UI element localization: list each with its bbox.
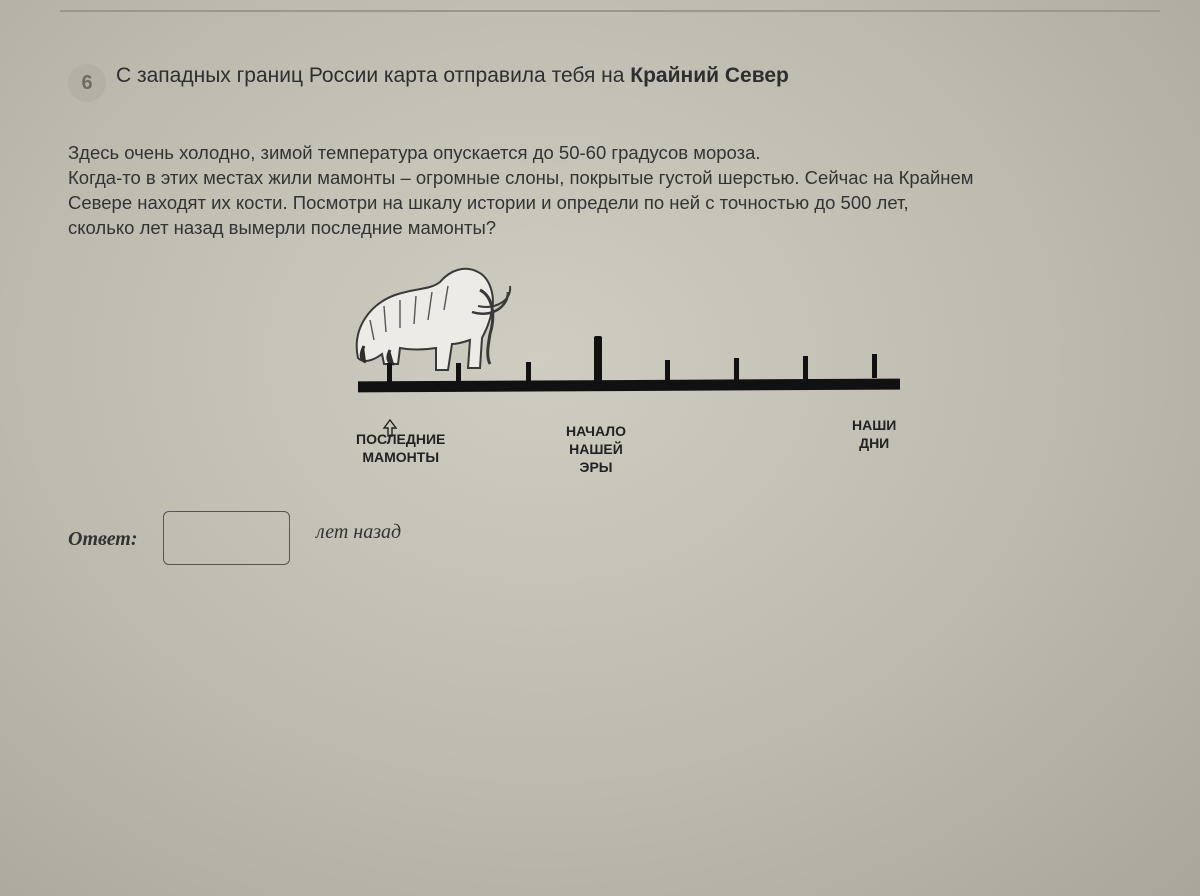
body-line: Здесь очень холодно, зимой температура опускается до 50-60 градусов мороза. (68, 142, 761, 163)
timeline-tick (665, 360, 670, 381)
timeline-tick (387, 363, 392, 383)
label-last-mammoths-line: МАМОНТЫ (362, 449, 440, 465)
answer-label: Ответ: (68, 528, 138, 550)
label-era-start (566, 422, 626, 476)
task-title-bold: Крайний Север (630, 64, 789, 87)
label-last-mammoths (356, 430, 445, 466)
mammoth-illustration (357, 269, 510, 370)
timeline-tick (456, 363, 461, 383)
label-last-mammoths-line: ПОСЛЕДНИЕ (356, 431, 446, 447)
body-line: Севере находят их кости. Посмотри на шкалу истории и определи по ней с точностью до 500 лет, (68, 192, 909, 213)
label-era-start-line: НАШЕЙ (569, 441, 623, 457)
timeline-tick-major (594, 336, 602, 382)
label-today (852, 416, 896, 452)
history-timeline (340, 250, 920, 495)
task-number-badge: 6 (68, 64, 106, 102)
timeline-tick (734, 358, 739, 380)
task-body (68, 140, 1128, 240)
label-era-start-line: ЭРЫ (579, 459, 613, 475)
label-today-line: НАШИ (852, 417, 897, 433)
body-line: сколько лет назад вымерли последние мамонты? (68, 217, 497, 238)
top-rule (60, 10, 1160, 12)
mammoth-body (357, 269, 493, 370)
label-today-line: ДНИ (859, 435, 890, 451)
label-era-start-line: НАЧАЛО (566, 423, 626, 439)
body-line: Когда-то в этих местах жили мамонты – огромные слоны, покрытые густой шерстью. Сейчас на Крайнем (68, 167, 974, 188)
task-title-text: С западных границ России карта отправила тебя на (116, 64, 631, 87)
answer-unit: лет назад (316, 521, 402, 543)
task-title (116, 64, 789, 88)
timeline-tick (803, 356, 808, 379)
timeline-tick (526, 362, 531, 382)
timeline-tick (872, 354, 877, 378)
timeline-axis (358, 379, 900, 393)
answer-input-box[interactable] (163, 511, 290, 565)
